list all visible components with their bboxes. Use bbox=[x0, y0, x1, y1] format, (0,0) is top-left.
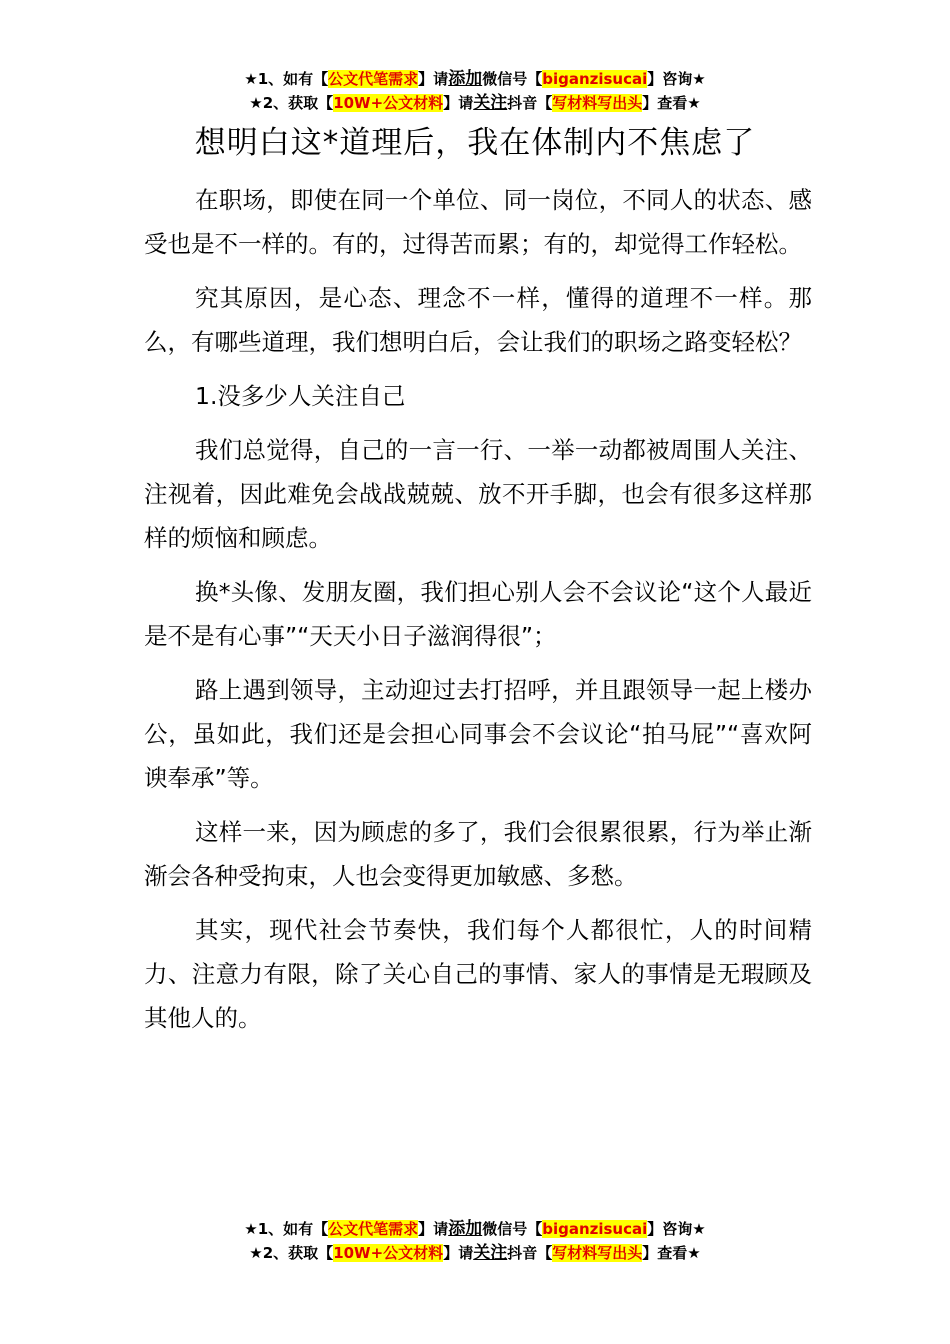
writing-service-highlight: 公文代笔需求 bbox=[328, 70, 419, 88]
section-heading: 1.没多少人关注自己 bbox=[195, 382, 406, 410]
paragraph: 在职场，即使在同一个单位、同一岗位，不同人的状态、感受也是不一样的。有的，过得苦而累；有的，却觉得工作轻松。 bbox=[144, 186, 812, 258]
banner-line-1: ★1、如有【公文代笔需求】请添加微信号【biganzisucai】咨询★ bbox=[244, 1219, 706, 1239]
douyin-account-highlight: 写材料写出头 bbox=[552, 94, 643, 112]
paragraph: 路上遇到领导，主动迎过去打招呼，并且跟领导一起上楼办公，虽如此，我们还是会担心同事会不会议论“拍马屁”“喜欢阿谀奉承”等。 bbox=[144, 676, 812, 792]
banner-line-2: ★2、获取【10W+公文材料】请关注抖音【写材料写出头】查看★ bbox=[249, 93, 701, 113]
banner-line-2: ★2、获取【10W+公文材料】请关注抖音【写材料写出头】查看★ bbox=[249, 1243, 701, 1263]
banner-line-1: ★1、如有【公文代笔需求】请添加微信号【biganzisucai】咨询★ bbox=[244, 69, 706, 89]
wechat-id-highlight: biganzisucai bbox=[542, 70, 648, 88]
article-body bbox=[144, 178, 812, 1050]
writing-service-highlight: 公文代笔需求 bbox=[328, 1220, 419, 1238]
paragraph: 换*头像、发朋友圈，我们担心别人会不会议论“这个人最近是不是有心事”“天天小日子滋润得很”； bbox=[144, 578, 812, 650]
douyin-account-highlight: 写材料写出头 bbox=[552, 1244, 643, 1262]
article-title: 想明白这*道理后，我在体制内不焦虑了 bbox=[194, 125, 756, 161]
paragraph: 其实，现代社会节奏快，我们每个人都很忙，人的时间精力、注意力有限，除了关心自己的事情、家人的事情是无瑕顾及其他人的。 bbox=[144, 916, 812, 1032]
paragraph: 我们总觉得，自己的一言一行、一举一动都被周围人关注、注视着，因此难免会战战兢兢、放不开手脚，也会有很多这样那样的烦恼和顾虑。 bbox=[144, 436, 812, 552]
footer-banner bbox=[0, 1217, 950, 1265]
wechat-id-highlight: biganzisucai bbox=[542, 1220, 648, 1238]
materials-highlight: 10W+公文材料 bbox=[333, 1244, 444, 1262]
materials-highlight: 10W+公文材料 bbox=[333, 94, 444, 112]
paragraph: 这样一来，因为顾虑的多了，我们会很累很累，行为举止渐渐会各种受拘束，人也会变得更加敏感、多愁。 bbox=[144, 818, 812, 890]
header-banner bbox=[0, 67, 950, 115]
paragraph: 究其原因，是心态、理念不一样，懂得的道理不一样。那么，有哪些道理，我们想明白后，会让我们的职场之路变轻松？ bbox=[144, 284, 812, 356]
